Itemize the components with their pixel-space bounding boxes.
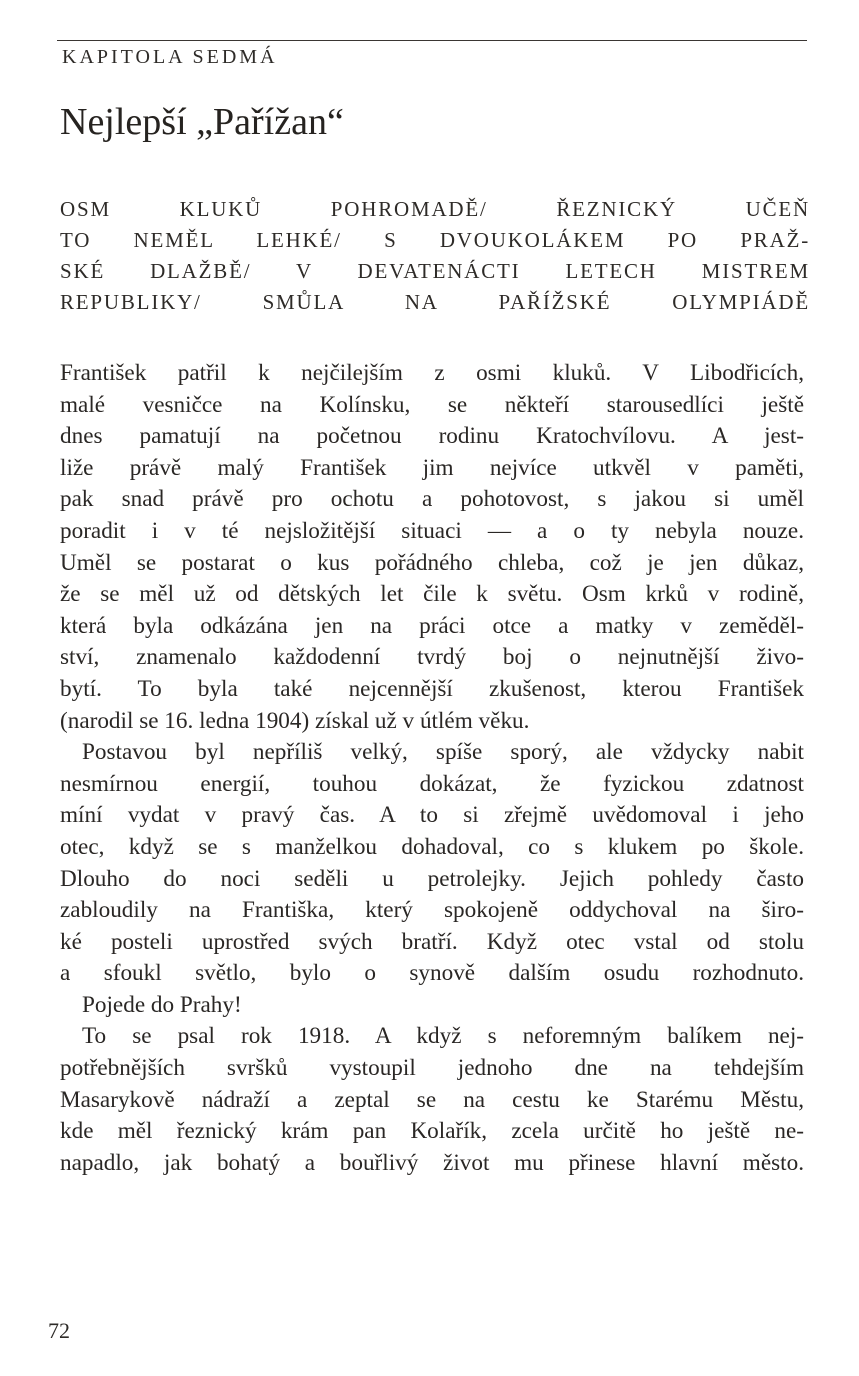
- chapter-label: KAPITOLA SEDMÁ: [62, 46, 278, 68]
- text-line: kde měl řeznický krám pan Kolařík, zcela určitě ho ještě ne-: [60, 1118, 804, 1145]
- text-line: František patřil k nejčilejším z osmi kluků. V Libodřicích,: [60, 360, 804, 386]
- text-line: potřebnějších svršků vystoupil jednoho dne na tehdejším: [60, 1055, 804, 1082]
- text-line: míní vydat v pravý čas. A to si zřejmě uvědomoval i jeho: [60, 802, 804, 829]
- text-line: To se psal rok 1918. A když s neforemným balíkem nej-: [82, 1023, 804, 1050]
- summary-line: SKÉ DLAŽBĚ/ V DEVATENÁCTI LETECH MISTREM: [60, 259, 810, 283]
- chapter-summary: [60, 194, 810, 318]
- summary-line: REPUBLIKY/ SMŮLA NA PAŘÍŽSKÉ OLYMPIÁDĚ: [60, 290, 810, 314]
- text-line: ství, znamenalo každodenní tvrdý boj o nejnutnější živo-: [60, 644, 804, 671]
- text-line: Postavou byl nepříliš velký, spíše sporý, ale vždycky nabit: [82, 739, 804, 766]
- text-line: ké posteli uprostřed svých bratří. Když otec vstal od stolu: [60, 928, 804, 955]
- page-number: 72: [48, 1318, 70, 1343]
- text-line: (narodil se 16. ledna 1904) získal už v útlém věku.: [60, 707, 530, 734]
- text-line: otec, když se s manželkou dohadoval, co s klukem po škole.: [60, 833, 804, 860]
- text-line: nesmírnou energií, touhou dokázat, že fyzickou zdatnost: [60, 770, 804, 797]
- text-line: a sfoukl světlo, bylo o synově dalším osudu rozhodnuto.: [60, 960, 804, 987]
- text-line: pak snad právě pro ochotu a pohotovost, s jakou si uměl: [60, 486, 804, 513]
- text-line: poradit i v té nejsložitější situaci — a o ty nebyla nouze.: [60, 517, 804, 544]
- text-line: liže právě malý František jim nejvíce utkvěl v paměti,: [60, 454, 804, 481]
- text-line: Pojede do Prahy!: [82, 991, 242, 1018]
- summary-line: OSM KLUKŮ POHROMADĚ/ ŘEZNICKÝ UČEŇ: [60, 197, 810, 221]
- body-text: [60, 358, 804, 1179]
- text-line: že se měl už od dětských let čile k světu. Osm krků v rodině,: [60, 581, 804, 608]
- text-line: která byla odkázána jen na práci otce a matky v zeměděl-: [60, 612, 804, 639]
- text-line: malé vesničce na Kolínsku, se někteří starousedlíci ještě: [60, 391, 804, 418]
- text-line: Masarykově nádraží a zeptal se na cestu ke Starému Městu,: [60, 1086, 804, 1113]
- text-line: dnes pamatují na početnou rodinu Kratochvílovu. A jest-: [60, 423, 804, 450]
- text-line: Dlouho do noci seděli u petrolejky. Jejich pohledy často: [60, 865, 804, 892]
- chapter-title: Nejlepší „Pařížan“: [60, 101, 344, 143]
- text-line: napadlo, jak bohatý a bouřlivý život mu přinese hlavní město.: [60, 1149, 804, 1176]
- summary-line: TO NEMĚL LEHKÉ/ S DVOUKOLÁKEM PO PRAŽ-: [60, 228, 810, 252]
- text-line: zabloudily na Františka, který spokojeně oddychoval na širo-: [60, 897, 804, 924]
- text-line: bytí. To byla také nejcennější zkušenost, kterou František: [60, 675, 804, 702]
- text-line: Uměl se postarat o kus pořádného chleba, což je jen důkaz,: [60, 549, 804, 576]
- top-rule: [57, 40, 807, 41]
